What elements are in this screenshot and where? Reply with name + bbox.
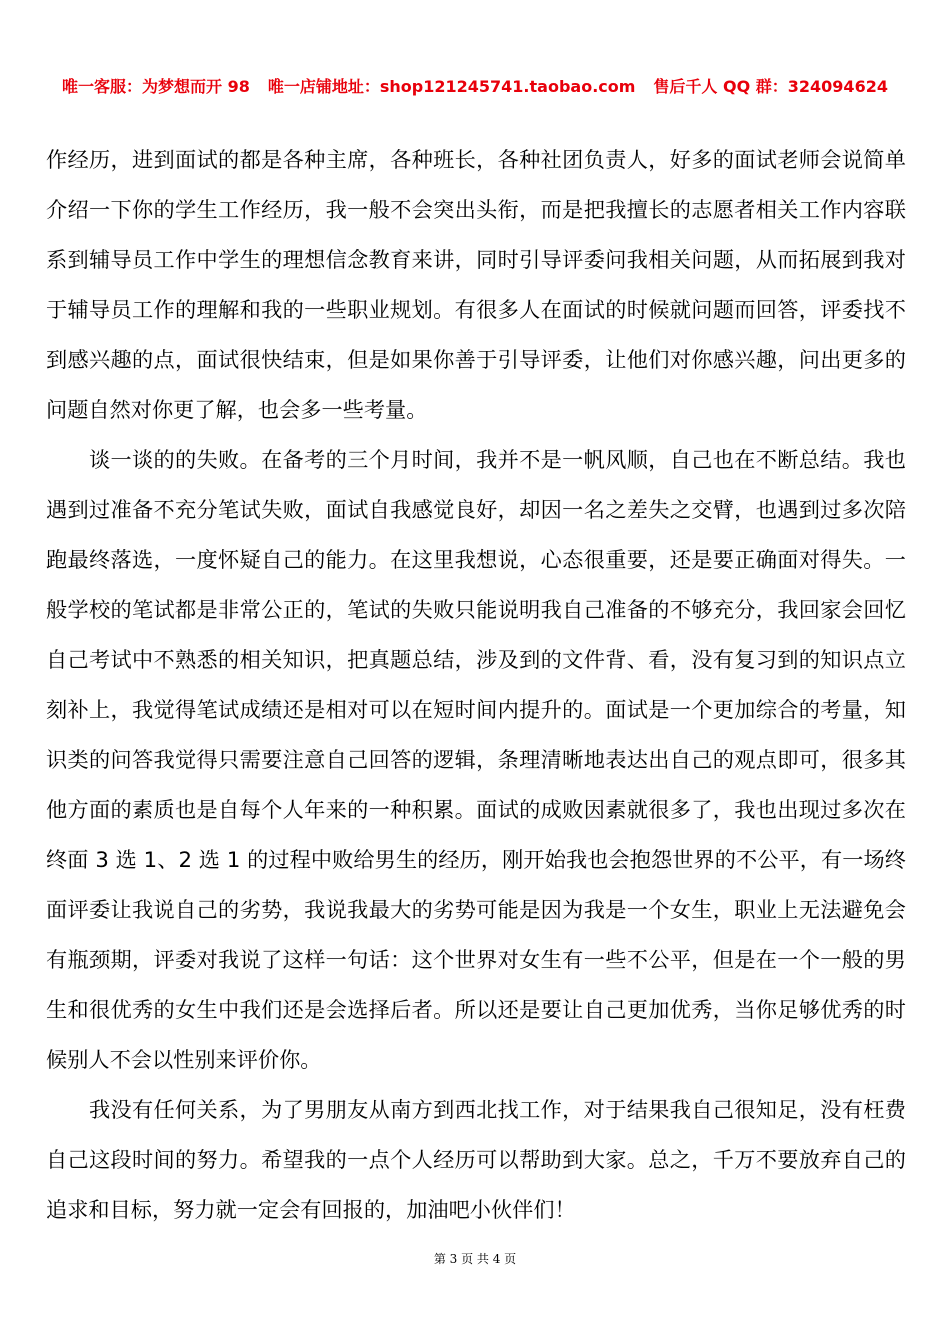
page-number-footer: 第 3 页 共 4 页 xyxy=(433,1252,517,1266)
document-body xyxy=(46,135,906,1235)
page-header-banner xyxy=(0,74,950,97)
customer-service-text: 唯一客服：为梦想而开 98 xyxy=(62,77,250,96)
paragraph-conclusion: 我没有任何关系，为了男朋友从南方到西北找工作，对于结果我自己很知足，没有枉费自己这段时间的努力。希望我的一点个人经历可以帮助到大家。总之，千万不要放弃自己的追求和目标，努力就一定会有回报的，加油吧小伙伴们！ xyxy=(46,1097,906,1222)
qq-group-text: 售后千人 QQ 群：324094624 xyxy=(653,77,888,96)
paragraph-failure: 谈一谈的的失败。在备考的三个月时间，我并不是一帆风顺，自己也在不断总结。我也遇到过准备不充分笔试失败，面试自我感觉良好，却因一名之差失之交臂，也遇到过多次陪跑最终落选，一度怀疑自己的能力。在这里我想说，心态很重要，还是要正确面对得失。一般学校的笔试都是非常公正的，笔试的失败只能说明我自己准备的不够充分，我回家会回忆自己考试中不熟悉的相关知识，把真题总结，涉及到的文件背、看，没有复习到的知识点立刻补上，我觉得笔试成绩还是相对可以在短时间内提升的。面试是一个更加综合的考量，知识类的问答我觉得只需要注意自己回答的逻辑，条理清晰地表达出自己的观点即可，很多其他方面的素质也是自每个人年来的一种积累。面试的成败因素就很多了，我也出现过多次在终面 3 选 1、2 选 1 的过程中败给男生的经历，刚开始我也会抱怨世界的不公平，有一场终面评委让我说自己的劣势，我说我最大的劣势可能是因为我是一个女生，职业上无法避免会有瓶颈期，评委对我说了这样一句话：这个世界对女生有一些不公平，但是在一个一般的男生和很优秀的女生中我们还是会选择后者。所以还是要让自己更加优秀，当你足够优秀的时候别人不会以性别来评价你。 xyxy=(46,447,906,1072)
shop-address-text: 唯一店铺地址：shop121245741.taobao.com xyxy=(267,77,636,96)
paragraph-continuation: 作经历，进到面试的都是各种主席，各种班长，各种社团负责人，好多的面试老师会说简单介绍一下你的学生工作经历，我一般不会突出头衔，而是把我擅长的志愿者相关工作内容联系到辅导员工作中学生的理想信念教育来讲，同时引导评委问我相关问题，从而拓展到我对于辅导员工作的理解和我的一些职业规划。有很多人在面试的时候就问题而回答，评委找不到感兴趣的点，面试很快结束，但是如果你善于引导评委，让他们对你感兴趣，问出更多的问题自然对你更了解，也会多一些考量。 xyxy=(46,147,906,422)
